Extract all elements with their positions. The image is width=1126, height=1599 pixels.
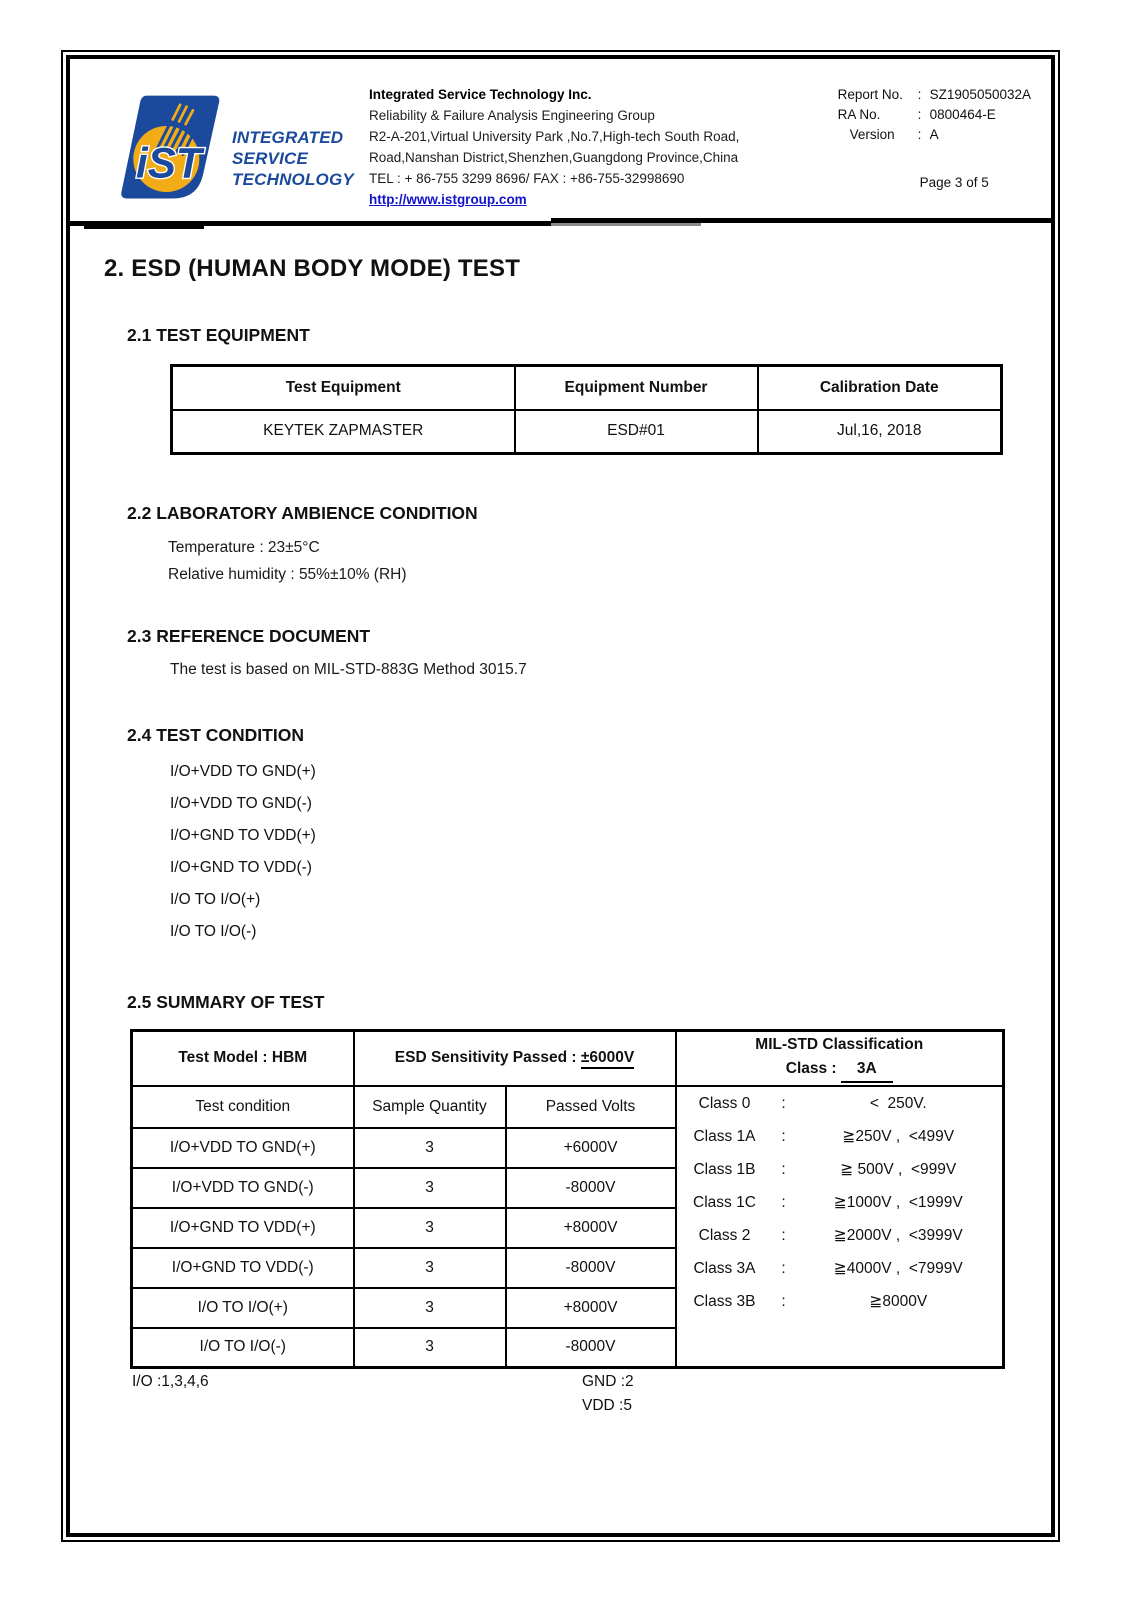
test-condition-list bbox=[170, 756, 1017, 948]
class-range: ≧1000V , <1999V bbox=[833, 1193, 963, 1211]
class-name: Class 1A bbox=[693, 1127, 756, 1145]
company-website-link[interactable]: http://www.istgroup.com bbox=[368, 192, 527, 207]
class-name: Class 2 bbox=[698, 1226, 751, 1244]
class-colon: : bbox=[781, 1226, 786, 1244]
cell-quantity: 3 bbox=[354, 1328, 506, 1368]
esd-sensitivity-value: ±6000V bbox=[581, 1049, 634, 1069]
mil-std-header bbox=[676, 1031, 1004, 1086]
section-2-3-title: 2.3 REFERENCE DOCUMENT bbox=[127, 626, 371, 646]
class-row bbox=[679, 1087, 1001, 1120]
class-range: ≧4000V , <7999V bbox=[833, 1259, 963, 1277]
company-group: Reliability & Failure Analysis Engineering Group bbox=[368, 108, 655, 123]
cell-condition: I/O+GND TO VDD(-) bbox=[132, 1248, 354, 1288]
class-range: < 250V. bbox=[869, 1094, 927, 1112]
list-item: I/O+VDD TO GND(-) bbox=[170, 795, 312, 812]
class-range: ≧8000V bbox=[869, 1292, 928, 1310]
io-pins-note: I/O :1,3,4,6 bbox=[132, 1373, 209, 1390]
report-meta bbox=[838, 85, 1031, 193]
cell-quantity: 3 bbox=[354, 1128, 506, 1168]
summary-header-row bbox=[132, 1031, 1004, 1086]
report-no-colon: : bbox=[917, 87, 922, 102]
brand-line-1: INTEGRATED bbox=[232, 128, 344, 147]
cell-equipment-number: ESD#01 bbox=[515, 410, 758, 454]
table-header-row bbox=[172, 366, 1002, 410]
col-header-sample-quantity: Sample Quantity bbox=[354, 1086, 506, 1128]
table-row bbox=[172, 410, 1002, 454]
cell-volts: +6000V bbox=[506, 1128, 676, 1168]
ra-no-colon: : bbox=[917, 107, 922, 122]
cell-quantity: 3 bbox=[354, 1208, 506, 1248]
class-colon: : bbox=[781, 1127, 786, 1145]
report-no-label: Report No. bbox=[837, 87, 903, 102]
class-name: Class 1B bbox=[693, 1160, 756, 1178]
company-tel-fax: TEL : + 86-755 3299 8696/ FAX : +86-755-32998690 bbox=[368, 171, 685, 186]
section-2-2-title: 2.2 LABORATORY AMBIENCE CONDITION bbox=[127, 503, 478, 523]
cell-volts: +8000V bbox=[506, 1208, 676, 1248]
document-body bbox=[70, 255, 1051, 1427]
cell-condition: I/O TO I/O(+) bbox=[132, 1288, 354, 1328]
list-item: I/O TO I/O(+) bbox=[170, 891, 261, 908]
page-number: Page 3 of 5 bbox=[919, 175, 989, 190]
cell-quantity: 3 bbox=[354, 1248, 506, 1288]
version-value: A bbox=[929, 127, 939, 142]
ra-no-label: RA No. bbox=[837, 107, 881, 122]
list-item: I/O+VDD TO GND(+) bbox=[170, 763, 316, 780]
col-header-test-condition: Test condition bbox=[132, 1086, 354, 1128]
page-inner-border bbox=[66, 55, 1055, 1537]
company-address-2: Road,Nanshan District,Shenzhen,Guangdong Province,China bbox=[368, 150, 739, 165]
gnd-pin-note: GND :2 bbox=[582, 1373, 634, 1390]
class-name: Class 1C bbox=[693, 1193, 756, 1211]
class-row bbox=[679, 1252, 1001, 1285]
section-2-2 bbox=[98, 503, 1017, 584]
version-colon: : bbox=[917, 127, 922, 142]
reference-document-line: The test is based on MIL-STD-883G Method 3015.7 bbox=[170, 661, 527, 678]
class-name: Class 3B bbox=[693, 1292, 756, 1310]
report-no-value: SZ1905050032A bbox=[929, 87, 1031, 102]
class-range: ≧ 500V , <999V bbox=[840, 1160, 957, 1178]
cell-calibration-date: Jul,16, 2018 bbox=[758, 410, 1002, 454]
section-2-3 bbox=[98, 626, 1017, 679]
section-2-4-title: 2.4 TEST CONDITION bbox=[127, 725, 304, 745]
report-no-row bbox=[838, 85, 1031, 105]
document-header bbox=[70, 59, 1051, 211]
class-range: ≧250V , <499V bbox=[842, 1127, 955, 1145]
temperature-line: Temperature : 23±5°C bbox=[168, 539, 320, 556]
section-title: 2. ESD (HUMAN BODY MODE) TEST bbox=[104, 255, 521, 282]
class-row bbox=[679, 1219, 1001, 1252]
company-logo bbox=[114, 87, 354, 209]
humidity-line: Relative humidity : 55%±10% (RH) bbox=[168, 566, 407, 583]
section-2-5 bbox=[98, 992, 1017, 1427]
col-header-test-equipment: Test Equipment bbox=[172, 366, 515, 410]
col-header-calibration-date: Calibration Date bbox=[758, 366, 1002, 410]
cell-quantity: 3 bbox=[354, 1168, 506, 1208]
vdd-pin-note: VDD :5 bbox=[582, 1397, 632, 1414]
brand-line-2: SERVICE bbox=[232, 149, 309, 168]
brand-name bbox=[232, 127, 354, 190]
version-label: Version bbox=[849, 127, 895, 142]
section-2-5-title: 2.5 SUMMARY OF TEST bbox=[127, 992, 325, 1012]
mil-std-class-line bbox=[679, 1057, 1001, 1083]
list-item: I/O+GND TO VDD(+) bbox=[170, 827, 316, 844]
cell-volts: -8000V bbox=[506, 1248, 676, 1288]
class-row bbox=[679, 1186, 1001, 1219]
header-divider bbox=[70, 217, 1051, 231]
cell-volts: -8000V bbox=[506, 1168, 676, 1208]
mil-std-classification-list bbox=[676, 1086, 1004, 1368]
cell-condition: I/O+VDD TO GND(-) bbox=[132, 1168, 354, 1208]
section-2-1 bbox=[98, 325, 1017, 455]
cell-volts: -8000V bbox=[506, 1328, 676, 1368]
company-name: Integrated Service Technology Inc. bbox=[368, 87, 592, 102]
section-2-1-title: 2.1 TEST EQUIPMENT bbox=[127, 325, 310, 345]
cell-condition: I/O+GND TO VDD(+) bbox=[132, 1208, 354, 1248]
class-name: Class 0 bbox=[698, 1094, 751, 1112]
class-row bbox=[679, 1120, 1001, 1153]
class-row bbox=[679, 1285, 1001, 1318]
page-outer-border bbox=[61, 50, 1060, 1542]
class-colon: : bbox=[781, 1292, 786, 1310]
class-row bbox=[679, 1153, 1001, 1186]
class-colon: : bbox=[781, 1193, 786, 1211]
class-label: Class : bbox=[785, 1060, 841, 1078]
class-range: ≧2000V , <3999V bbox=[833, 1226, 963, 1244]
company-address-1: R2-A-201,Virtual University Park ,No.7,High-tech South Road, bbox=[368, 129, 740, 144]
class-colon: : bbox=[781, 1094, 786, 1112]
col-header-equipment-number: Equipment Number bbox=[515, 366, 758, 410]
ist-logo-icon bbox=[114, 87, 226, 209]
brand-line-3: TECHNOLOGY bbox=[232, 170, 354, 189]
esd-sensitivity-header bbox=[354, 1031, 676, 1086]
cell-volts: +8000V bbox=[506, 1288, 676, 1328]
version-row bbox=[838, 125, 1031, 145]
class-colon: : bbox=[781, 1259, 786, 1277]
esd-sensitivity-label: ESD Sensitivity Passed : bbox=[394, 1049, 581, 1067]
test-model-header: Test Model : HBM bbox=[132, 1031, 354, 1086]
ist-logo-text: iST bbox=[136, 139, 202, 187]
mil-std-title: MIL-STD Classification bbox=[755, 1036, 924, 1054]
section-2-4 bbox=[98, 725, 1017, 948]
cell-condition: I/O+VDD TO GND(+) bbox=[132, 1128, 354, 1168]
list-item: I/O TO I/O(-) bbox=[170, 923, 257, 940]
class-colon: : bbox=[781, 1160, 786, 1178]
class-value: 3A bbox=[841, 1057, 893, 1083]
list-item: I/O+GND TO VDD(-) bbox=[170, 859, 312, 876]
company-info bbox=[369, 84, 739, 210]
class-name: Class 3A bbox=[693, 1259, 756, 1277]
summary-subheader-row bbox=[132, 1086, 1004, 1128]
ra-no-row bbox=[838, 105, 1031, 125]
pin-assignment-notes bbox=[130, 1369, 1017, 1427]
test-equipment-table bbox=[170, 364, 1003, 455]
cell-condition: I/O TO I/O(-) bbox=[132, 1328, 354, 1368]
header-divider-segment bbox=[551, 223, 701, 226]
ra-no-value: 0800464-E bbox=[929, 107, 996, 122]
header-divider-segment bbox=[84, 226, 204, 229]
cell-equipment-name: KEYTEK ZAPMASTER bbox=[172, 410, 515, 454]
summary-of-test-table bbox=[130, 1029, 1005, 1369]
col-header-passed-volts: Passed Volts bbox=[506, 1086, 676, 1128]
cell-quantity: 3 bbox=[354, 1288, 506, 1328]
